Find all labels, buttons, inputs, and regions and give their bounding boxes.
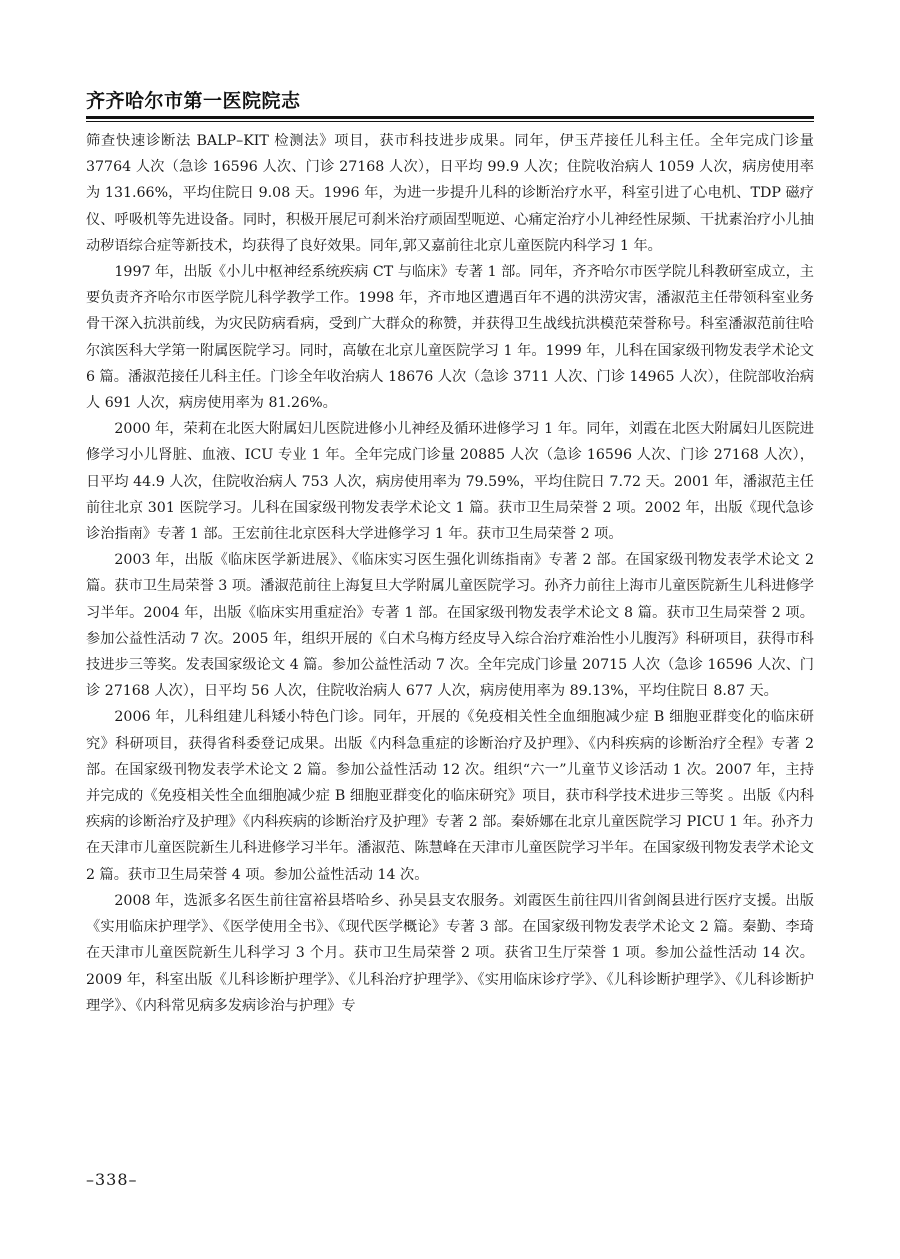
header-title: 齐齐哈尔市第一医院院志 (86, 90, 301, 112)
paragraph: 筛查快速诊断法 BALP–KIT 检测法》项目，获市科技进步成果。同年，伊玉芹接任儿科主任。全年完成门诊量 37764 人次（急诊 16596 人次、门诊 27168 人次），日平均 99.9 人次；住院收治病人 1059 人次，病房使用率为 131.66%，平均住院日 9.08 天。1996 年，为进一步提升儿科的诊断治疗水平，科室引进了心电机、TDP 磁疗仪、呼吸机等先进设备。同时，积极开展尼可刹米治疗顽固型呃逆、心痛定治疗小儿神经性尿频、干扰素治疗小儿抽动秽语综合症等新技术，均获得了良好效果。同年,郭又嘉前往北京儿童医院内科学习 1 年。 (86, 133, 814, 254)
header-rule-thin (86, 121, 814, 122)
header-rule (86, 116, 814, 119)
paragraph: 2003 年，出版《临床医学新进展》、《临床实习医生强化训练指南》专著 2 部。在国家级刊物发表学术论文 2 篇。获市卫生局荣誉 3 项。潘淑范前往上海复旦大学附属儿童医院学习。孙齐力前往上海市儿童医院新生儿科进修学习半年。2004 年，出版《临床实用重症治》专著 1 部。在国家级刊物发表学术论文 8 篇。获市卫生局荣誉 2 项。参加公益性活动 7 次。2005 年，组织开展的《白术乌梅方经皮导入综合治疗难治性小儿腹泻》科研项目，获得市科技进步三等奖。发表国家级论文 4 篇。参加公益性活动 7 次。全年完成门诊量 20715 人次（急诊 16596 人次、门诊 27168 人次），日平均 56 人次，住院收治病人 677 人次，病房使用率为 89.13%，平均住院日 8.87 天。 (86, 552, 814, 700)
paragraph: 2006 年，儿科组建儿科矮小特色门诊。同年，开展的《免疫相关性全血细胞减少症 B 细胞亚群变化的临床研究》科研项目，获得省科委登记成果。出版《内科急重症的诊断治疗及护理》、《内科疾病的诊断治疗全程》专著 2 部。在国家级刊物发表学术论文 2 篇。参加公益性活动 12 次。组织“六一”儿童节义诊活动 1 次。2007 年，主持并完成的《免疫相关性全血细胞减少症 B 细胞亚群变化的临床研究》项目，获市科学技术进步三等奖 。出版《内科疾病的诊断治疗及护理》《内科疾病的诊断治疗及护理》专著 2 部。秦娇娜在北京儿童医院学习 PICU 1 年。孙齐力在天津市儿童医院新生儿科进修学习半年。潘淑范、陈慧峰在天津市儿童医院学习半年。在国家级刊物发表学术论文 2 篇。获市卫生局荣誉 4 项。参加公益性活动 14 次。 (86, 709, 814, 883)
page-number: –338– (86, 1170, 138, 1189)
paragraph: 2008 年，选派多名医生前往富裕县塔哈乡、孙吴县支农服务。刘霞医生前往四川省剑阁县进行医疗支援。出版《实用临床护理学》、《医学使用全书》、《现代医学概论》专著 3 部。在国家级刊物发表学术论文 2 篇。秦勤、李琦在天津市儿童医院新生儿科学习 3 个月。获市卫生局荣誉 2 项。获省卫生厅荣誉 1 项。参加公益性活动 14 次。2009 年，科室出版《儿科诊断护理学》、《儿科治疗护理学》、《实用临床诊疗学》、《儿科诊断护理学》、《儿科诊断护理学》、《内科常见病多发病诊治与护理》专 (86, 892, 814, 1014)
body-text (86, 128, 814, 1019)
running-header (86, 86, 814, 113)
paragraph: 1997 年，出版《小儿中枢神经系统疾病 CT 与临床》专著 1 部。同年，齐齐哈尔市医学院儿科教研室成立，主要负责齐齐哈尔市医学院儿科学教学工作。1998 年，齐市地区遭遇百年不遇的洪涝灾害，潘淑范主任带领科室业务骨干深入抗洪前线，为灾民防病看病，受到广大群众的称赞，并获得卫生战线抗洪模范荣誉称号。科室潘淑范前往哈尔滨医科大学第一附属医院学习。同时，高敏在北京儿童医院学习 1 年。1999 年，儿科在国家级刊物发表学术论文 6 篇。潘淑范接任儿科主任。门诊全年收治病人 18676 人次（急诊 3711 人次、门诊 14965 人次），住院部收治病人 691 人次，病房使用率为 81.26%。 (86, 264, 814, 412)
paragraph: 2000 年，荣莉在北医大附属妇儿医院进修小儿神经及循环进修学习 1 年。同年，刘霞在北医大附属妇儿医院进修学习小儿肾脏、血液、ICU 专业 1 年。全年完成门诊量 20885 人次（急诊 16596 人次、门诊 27168 人次），日平均 44.9 人次，住院收治病人 753 人次，病房使用率为 79.59%，平均住院日 7.72 天。2001 年，潘淑范主任前往北京 301 医院学习。儿科在国家级刊物发表学术论文 1 篇。获市卫生局荣誉 2 项。2002 年，出版《现代急诊诊治指南》专著 1 部。王宏前往北京医科大学进修学习 1 年。获市卫生局荣誉 2 项。 (86, 421, 814, 543)
